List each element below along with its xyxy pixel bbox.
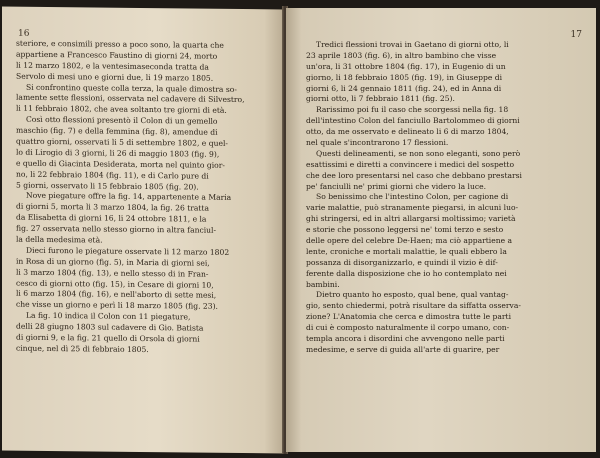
text-line: giorni otto, li 7 febbraio 1811 (fig. 25). [306,94,455,104]
text-line: gio, sento chiedermi, potrà risultare da siffatta osserva- [306,301,521,311]
text-line: Rarissimo poi fu il caso che scorgessi nella fig. 18 [316,105,509,115]
text-line: delle opere del celebre De-Haen; ma ciò appartiene a [306,236,513,246]
text-line: Servolo di mesi uno e giorni due, li 19 marzo 1805. [16,71,214,83]
text-line: li 12 marzo 1802, e la ventesimaseconda tratta da [16,60,209,72]
text-line: possanza di disorganizzarlo, e quindi il vizio è dif- [306,257,498,267]
text-line: di cui è composto naturalmente il corpo umano, con- [306,323,510,333]
text-line: cinque, nel dì 25 di febbraio 1805. [16,343,149,354]
page-text [16,33,276,358]
text-line: lente, croniche e mortali malattie, le quali ebbero la [306,246,507,256]
text-line: maschio (fig. 7) e della femmina (fig. 8), amendue di [16,125,218,137]
text-line: quattro giorni, osservati li 5 di settembre 1802, e quel- [16,136,228,148]
text-line: otto, da me osservato e delineato li 6 di marzo 1804, [306,127,509,137]
text-line: 5 giorni, osservato li 15 febbraio 1805 (fig. 20). [16,180,199,192]
text-line: un'ora, li 31 ottobre 1804 (fig. 17), in Eugenio di un [306,61,506,71]
text-line: di giorni 9, e la fig. 21 quello di Orsola di giorni [16,332,200,344]
text-line: 23 aprile 1803 (fig. 6), in altro bambino che visse [306,50,497,60]
text-line: cesco di giorni otto (fig. 15), in Cesare di giorni 10, [16,278,214,290]
text-line: Nove piegature offre la fig. 14, appartenente a Maria [26,191,232,203]
page-text [306,34,582,356]
text-line: che dee loro presentarsi nel caso che debbano prestarsi [306,170,522,180]
text-line: bambini. [306,279,340,289]
text-line: giorno, li 18 febbraio 1805 (fig. 19), in Giuseppe di [306,72,503,82]
text-line: e storie che possono leggersi ne' tomi terzo e sesto [306,225,504,235]
right-page [286,8,596,452]
text-line: da Elisabetta di giorni 16, li 24 ottobre 1811, e la [16,212,207,224]
text-line: esattissimi e diretti a convincere i medici del sospetto [306,159,515,169]
text-line: zione? L'Anatomia che cerca e dimostra tutte le parti [306,312,511,322]
text-line: ferente dalla disposizione che io ho contemplato nei [306,268,507,278]
text-line: Dieci furono le piegature osservate li 12 marzo 1802 [26,245,230,257]
text-line: delli 28 giugno 1803 sul cadavere di Gio. Batista [16,321,204,333]
text-line: nel quale s'incontrarono 17 flessioni. [306,138,449,148]
text-line: dell'intestino Colon del fanciullo Bartolommeo di giorni [306,116,520,126]
page-number: 17 [570,30,582,40]
text-line: Questi delineamenti, se non sono eleganti, sono però [316,148,521,158]
text-line: li 3 marzo 1804 (fig. 13), e nello stesso di in Fran- [16,267,209,279]
text-line: Così otto flessioni presentò il Colon di un gemello [26,115,218,127]
text-line: steriore, e consimili presso a poco sono, la quarta che [16,38,224,50]
text-line: Tredici flessioni trovai in Gaetano di giorni otto, li [316,40,509,49]
text-line: medesime, e serve di guida all'arte di guarire, per [306,344,500,354]
text-line: pe' fanciulli ne' primi giorni che videro la luce. [306,181,487,191]
text-line: li 6 marzo 1804 (fig. 16), e nell'aborto di sette mesi, [16,289,217,301]
text-line: fig. 27 osservata nello stesso giorno in altra fanciul- [16,223,217,235]
text-line: e quello di Giacinta Desiderata, morta nel quinto gior- [16,158,225,170]
text-line: Si confrontino queste colla terza, la quale dimostra so- [26,82,237,94]
left-page [2,7,284,454]
page-number: 16 [18,28,30,39]
text-line: la della medesima età. [16,234,103,245]
text-line: giorni 6, li 24 gennaio 1811 (fig. 24), ed in Anna di [306,83,502,93]
text-line: li 11 febbraio 1802, che avea soltanto tre giorni di età. [16,104,227,116]
text-line: no, li 22 febbraio 1804 (fig. 11), e di Carlo pure di [16,169,209,181]
text-line: lo di Lirogio di 3 giorni, li 26 di maggio 1803 (fig. 9), [16,147,220,159]
text-line: che visse un giorno e perì li 18 marzo 1805 (fig. 23). [16,300,218,312]
text-line: ghi stringersi, ed in altri allargarsi moltissimo; varietà [306,214,516,224]
text-line: di giorni 5, morta li 3 marzo 1804, la fig. 26 tratta [16,202,210,214]
text-line: lamente sette flessioni, osservata nel cadavere di Silvestro, [16,93,245,105]
text-line: varie malattie, può stranamente piegarsi, in alcuni luo- [306,203,519,213]
text-line: in Rosa di un giorno (fig. 5), in Maria di giorni sei, [16,256,210,268]
text-line: Dietro quanto ho esposto, qual bene, qual vantag- [316,290,509,300]
text-line: appartiene a Francesco Faustino di giorni 24, morto [16,49,218,61]
text-line: La fig. 10 indica il Colon con 11 piegature, [26,311,191,322]
text-line: templa ancora i disordini che avvengono nelle parti [306,334,505,344]
text-line: So benissimo che l'intestino Colon, per cagione di [316,192,509,202]
